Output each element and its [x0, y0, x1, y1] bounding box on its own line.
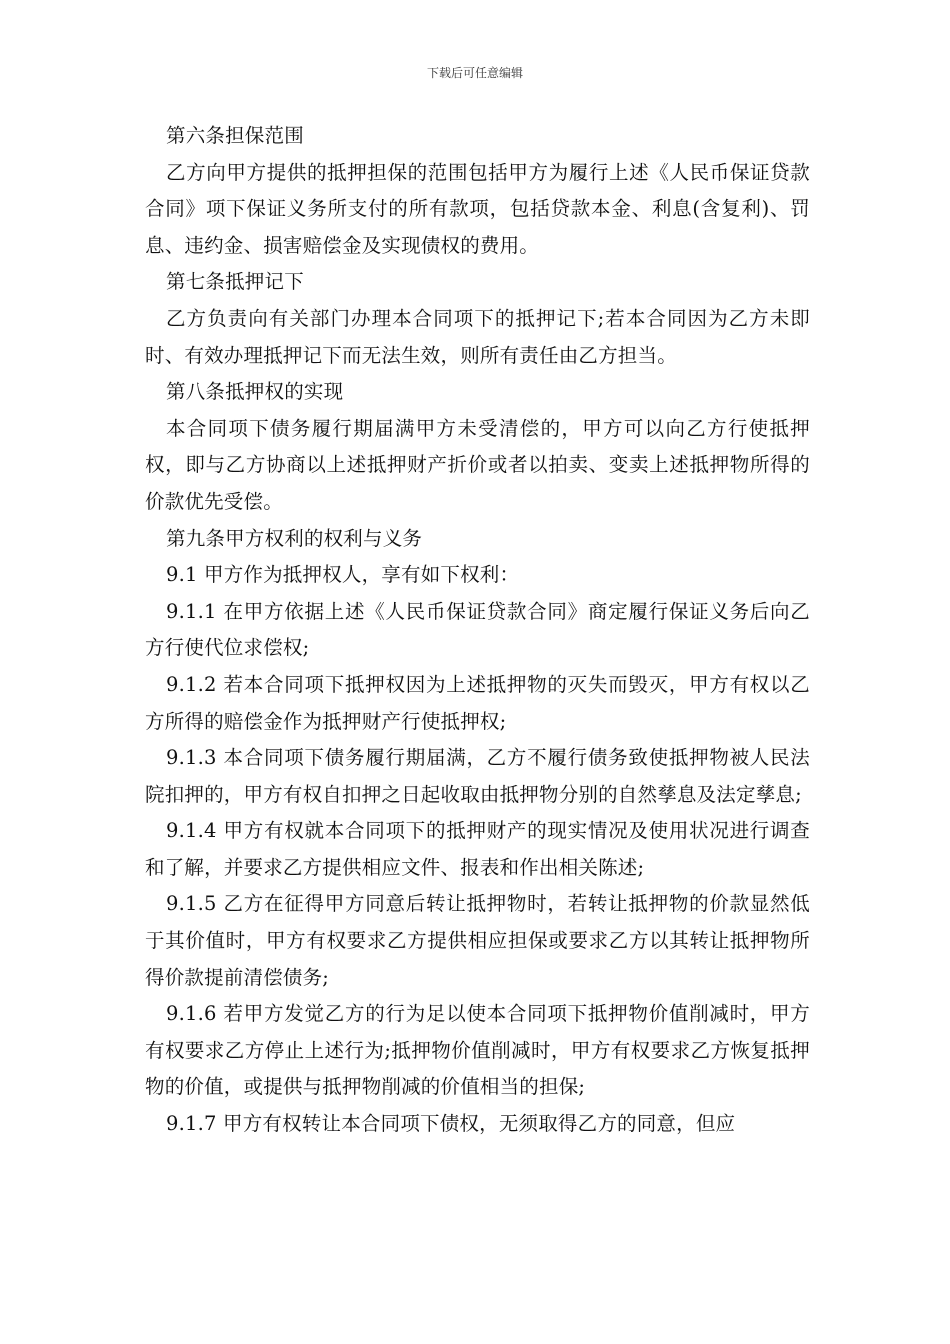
- clause-9-1-6: 9.1.6 若甲方发觉乙方的行为足以使本合同项下抵押物价值削减时，甲方有权要求乙方停止上述行为;抵押物价值削减时，甲方有权要求乙方恢复抵押物的价值，或提供与抵押物削减的价值相当的担保;: [145, 1002, 810, 1099]
- clause-9-1-2: 9.1.2 若本合同项下抵押权因为上述抵押物的灭失而毁灭，甲方有权以乙方所得的赔偿金作为抵押财产行使抵押权;: [145, 672, 810, 733]
- paragraph: 乙方向甲方提供的抵押担保的范围包括甲方为履行上述《人民币保证贷款合同》项下保证义务所支付的所有款项，包括贷款本金、利息(含复利)、罚息、违约金、损害赔偿金及实现债权的费用。: [145, 160, 810, 257]
- clause-9-1-5: 9.1.5 乙方在征得甲方同意后转让抵押物时，若转让抵押物的价款显然低于其价值时，甲方有权要求乙方提供相应担保或要求乙方以其转让抵押物所得价款提前清偿债务;: [145, 892, 810, 989]
- paragraph: 本合同项下债务履行期届满甲方未受清偿的，甲方可以向乙方行使抵押权，即与乙方协商以上述抵押财产折价或者以拍卖、变卖上述抵押物所得的价款优先受偿。: [145, 416, 810, 513]
- section-heading-7: 第七条抵押记下: [166, 270, 304, 294]
- clause-9-1-3: 9.1.3 本合同项下债务履行期届满，乙方不履行债务致使抵押物被人民法院扣押的，甲方有权自扣押之日起收取由抵押物分别的自然孳息及法定孳息;: [145, 746, 810, 806]
- clause-9-1-7: 9.1.7 甲方有权转让本合同项下债权，无须取得乙方的同意，但应: [166, 1112, 736, 1136]
- clause-9-1-1: 9.1.1 在甲方依据上述《人民币保证贷款合同》商定履行保证义务后向乙方行使代位求偿权;: [145, 599, 810, 660]
- clause-9-1: 9.1 甲方作为抵押权人，享有如下权利：: [166, 563, 520, 587]
- document-body: [145, 118, 810, 1143]
- section-heading-8: 第八条抵押权的实现: [166, 380, 344, 404]
- section-heading-6: 第六条担保范围: [166, 124, 304, 147]
- section-heading-9: 第九条甲方权利的权利与义务: [166, 526, 423, 550]
- page-header-note: 下载后可任意编辑: [426, 66, 523, 80]
- clause-9-1-4: 9.1.4 甲方有权就本合同项下的抵押财产的现实情况及使用状况进行调查和了解，并要求乙方提供相应文件、报表和作出相关陈述;: [145, 819, 810, 879]
- paragraph: 乙方负责向有关部门办理本合同项下的抵押记下;若本合同因为乙方未即时、有效办理抵押记下而无法生效，则所有责任由乙方担当。: [145, 306, 810, 367]
